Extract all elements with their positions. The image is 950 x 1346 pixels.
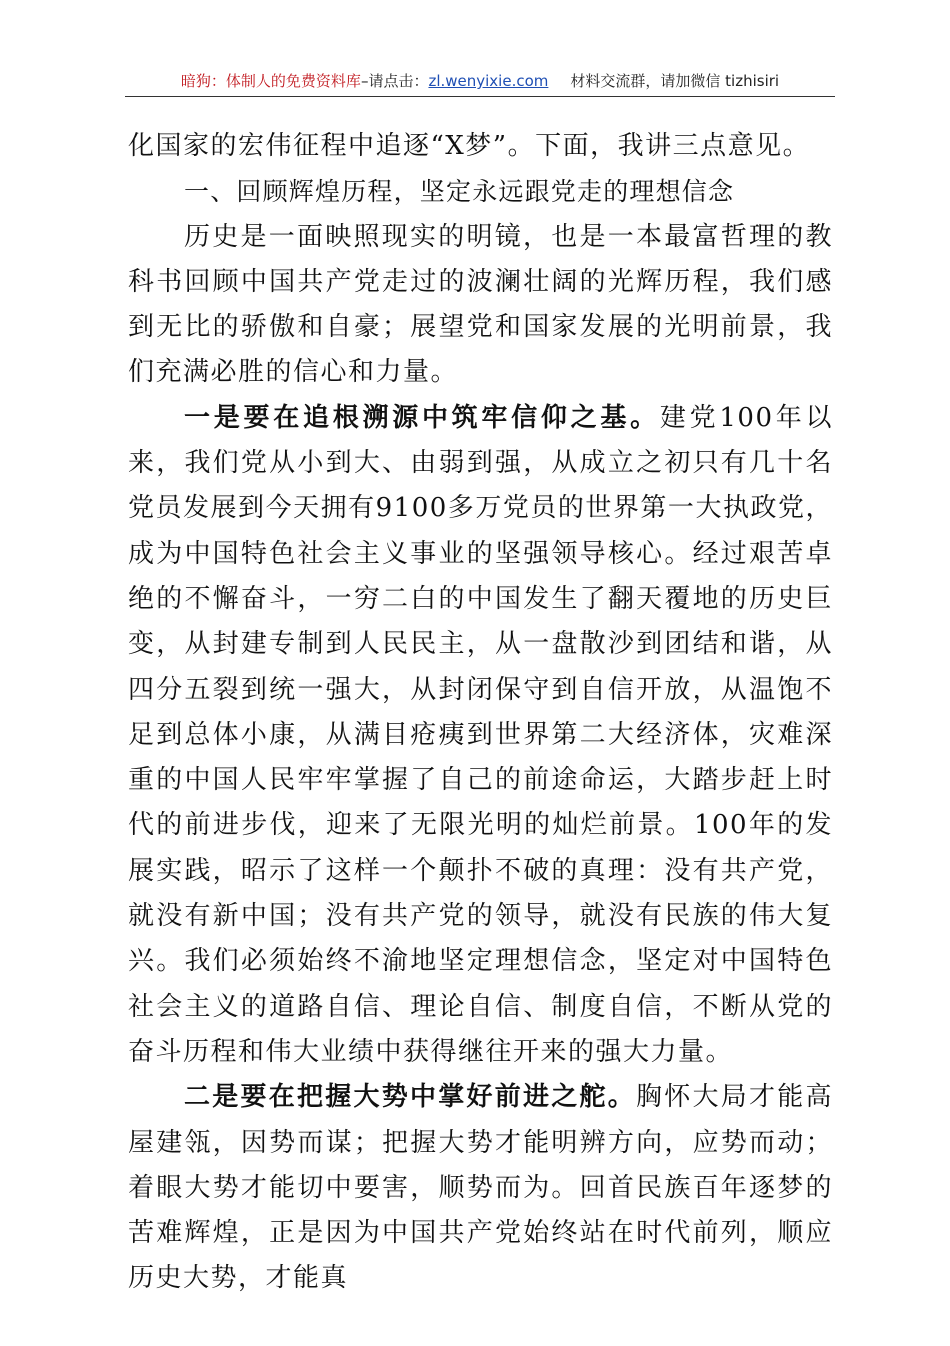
- point-1-text: 建党100年以来，我们党从小到大、由弱到强，从成立之初只有几十名党员发展到今天拥有9100多万党员的世界第一大执政党，成为中国特色社会主义事业的坚强领导核心。经过艰苦卓绝的不懈奋斗，一穷二白的中国发生了翻天覆地的历史巨变，从封建专制到人民民主，从一盘散沙到团结和谐，从四分五裂到统一强大，从封闭保守到自信开放，从温饱不足到总体小康，从满目疮痍到世界第二大经济体，灾难深重的中国人民牢牢掌握了自己的前途命运，大踏步赶上时代的前进步伐，迎来了无限光明的灿烂前景。100年的发展实践，昭示了这样一个颠扑不破的真理：没有共产党，就没有新中国；没有共产党的领导，就没有民族的伟大复兴。我们必须始终不渝地坚定理想信念，坚定对中国特色社会主义的道路自信、理论自信、制度自信，不断从党的奋斗历程和伟大业绩中获得继往开来的强大力量。: [128, 402, 833, 1067]
- paragraph-continuation: 化国家的宏伟征程中追逐“X梦”。下面，我讲三点意见。: [128, 131, 811, 161]
- page-header: [125, 70, 835, 96]
- paragraph-point-1: [128, 396, 833, 1075]
- paragraph-history: 历史是一面映照现实的明镜，也是一本最富哲理的教科书回顾中国共产党走过的波澜壮阔的光辉历程，我们感到无比的骄傲和自豪；展望党和国家发展的光明前景，我们充满必胜的信心和力量。: [128, 221, 833, 388]
- header-divider: [125, 96, 835, 97]
- header-brand: 暗狗：体制人的免费资料库: [180, 72, 361, 90]
- section-heading-1: 一、回顾辉煌历程，坚定永远跟党走的理想信念: [184, 177, 735, 207]
- header-group-note: 材料交流群，请加微信 tizhisiri: [570, 72, 780, 90]
- header-link[interactable]: zl.wenyixie.com: [428, 72, 549, 90]
- point-2-lead: 二是要在把握大势中掌好前进之舵。: [184, 1082, 636, 1113]
- point-1-lead: 一是要在追根溯源中筑牢信仰之基。: [184, 402, 660, 433]
- header-prompt: –请点击：: [360, 72, 429, 90]
- document-body: [128, 124, 833, 1302]
- paragraph-point-2: [128, 1075, 833, 1301]
- point-2-text: 胸怀大局才能高屋建瓴，因势而谋；把握大势才能明辨方向，应势而动；着眼大势才能切中要害，顺势而为。回首民族百年逐梦的苦难辉煌，正是因为中国共产党始终站在时代前列，顺应历史大势，才能真: [128, 1082, 833, 1294]
